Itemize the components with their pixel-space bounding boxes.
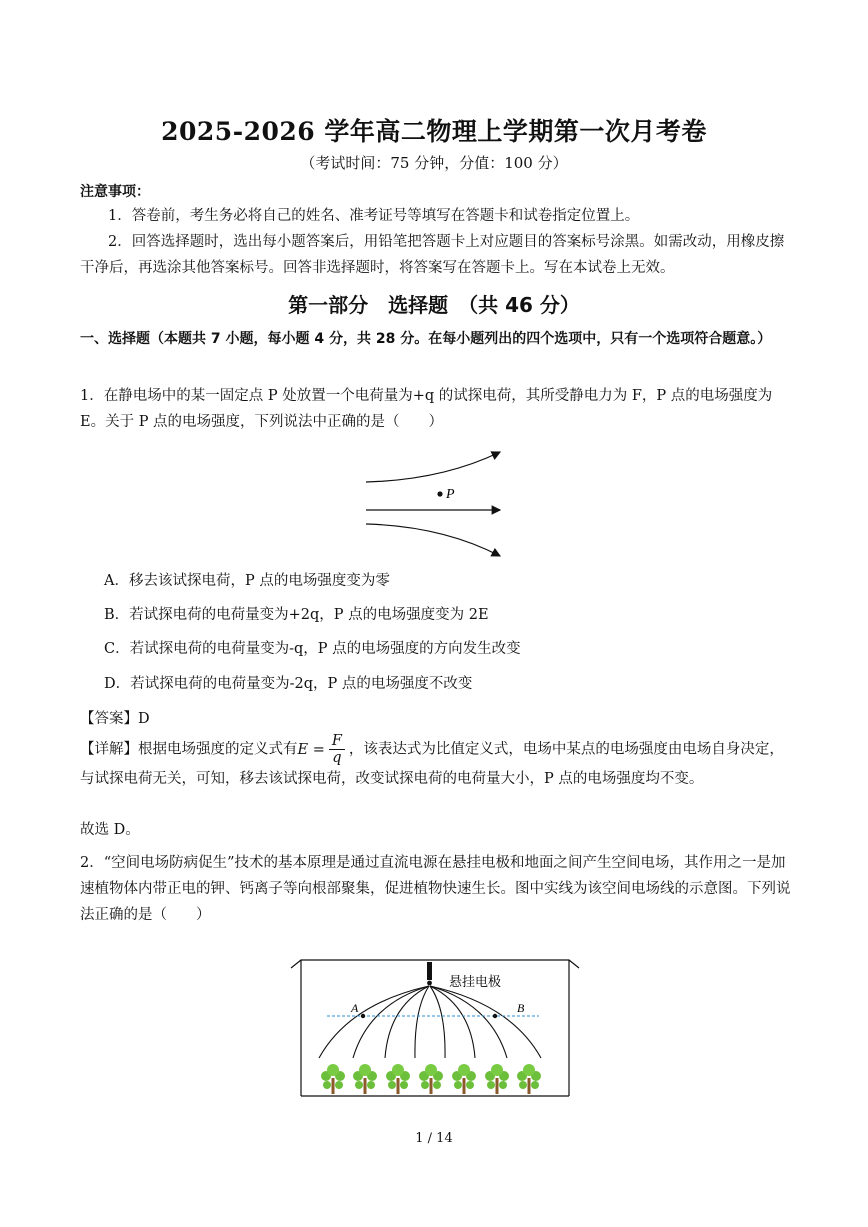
formula-lhs: E = — [297, 741, 325, 758]
plants — [321, 1064, 541, 1094]
field-line-lower — [366, 524, 500, 556]
greenhouse-field-figure — [289, 954, 581, 1104]
question-2-stem: 2．“空间电场防病促生”技术的基本原理是通过直流电源在悬挂电极和地面之间产生空间电场，其作用之一是加速植物体内带正电的钾、钙离子等向根部聚集，促进植物快速生长。图中实线为该空间电场线的示意图。下列说法正确的是（ ） — [80, 855, 791, 923]
page-title: 2025-2026 学年高二物理上学期第一次月考卷 — [161, 117, 707, 146]
notice-item-1: 1．答卷前，考生务必将自己的姓名、准考证号等填写在答题卡和试卷指定位置上。 — [108, 208, 640, 224]
section-title: 第一部分 选择题 （共 46 分） — [288, 293, 580, 317]
detail-suffix: ，该表达式为比值定义式，电场中某点的电场强度由电场自身决定，与试探电荷无关，可知，移去该试探电荷，改变试探电荷的电荷量大小，P 点的电场强度均不变。 — [80, 741, 784, 787]
electrode-rod — [427, 962, 432, 980]
roof-line — [291, 960, 579, 968]
point-p-dot — [437, 491, 442, 496]
formula-fraction — [329, 733, 345, 766]
notice-item-2: 2．回答选择题时，选出每小题答案后，用铅笔把答题卡上对应题目的答案标号涂黑。如需改动，用橡皮擦干净后，再选涂其他答案标号。回答非选择题时，将答案写在答题卡上。写在本试卷上无效。 — [80, 234, 785, 276]
detail-prefix: 【详解】根据电场强度的定义式有 — [80, 741, 298, 758]
field-line-upper — [366, 452, 500, 482]
q1-option-d: D．若试探电荷的电荷量变为-2q，P 点的电场强度不改变 — [104, 676, 473, 692]
formula-numerator: F — [329, 733, 345, 750]
electrode-label: 悬挂电极 — [449, 975, 502, 990]
question-1-stem: 1．在静电场中的某一固定点 P 处放置一个电荷量为+q 的试探电荷，其所受静电力为 F，P 点的电场强度为 E。关于 P 点的电场强度，下列说法中正确的是（ ） — [80, 388, 773, 430]
q1-option-a: A．移去该试探电荷，P 点的电场强度变为零 — [104, 573, 390, 589]
exam-info: （考试时间：75 分钟，分值：100 分） — [300, 154, 568, 172]
section-intro: 一、选择题（本题共 7 小题，每小题 4 分，共 28 分。在每小题列出的四个选项中，只有一个选项符合题意。） — [80, 331, 772, 347]
page-number: 1 / 14 — [415, 1131, 453, 1146]
q1-option-b: B．若试探电荷的电荷量变为+2q，P 点的电场强度变为 2E — [104, 607, 489, 623]
field-lines-figure — [362, 446, 507, 561]
q1-answer: 【答案】D — [80, 711, 150, 727]
q1-option-c: C．若试探电荷的电荷量变为-q，P 点的电场强度的方向发生改变 — [104, 641, 521, 657]
q1-conclusion: 故选 D。 — [80, 822, 140, 838]
point-p-label: P — [446, 487, 455, 502]
point-b-label: B — [517, 1001, 525, 1015]
notice-heading: 注意事项： — [80, 184, 150, 200]
q1-detail — [80, 733, 792, 792]
point-a-label: A — [351, 1001, 359, 1015]
formula-denominator: q — [332, 750, 342, 766]
